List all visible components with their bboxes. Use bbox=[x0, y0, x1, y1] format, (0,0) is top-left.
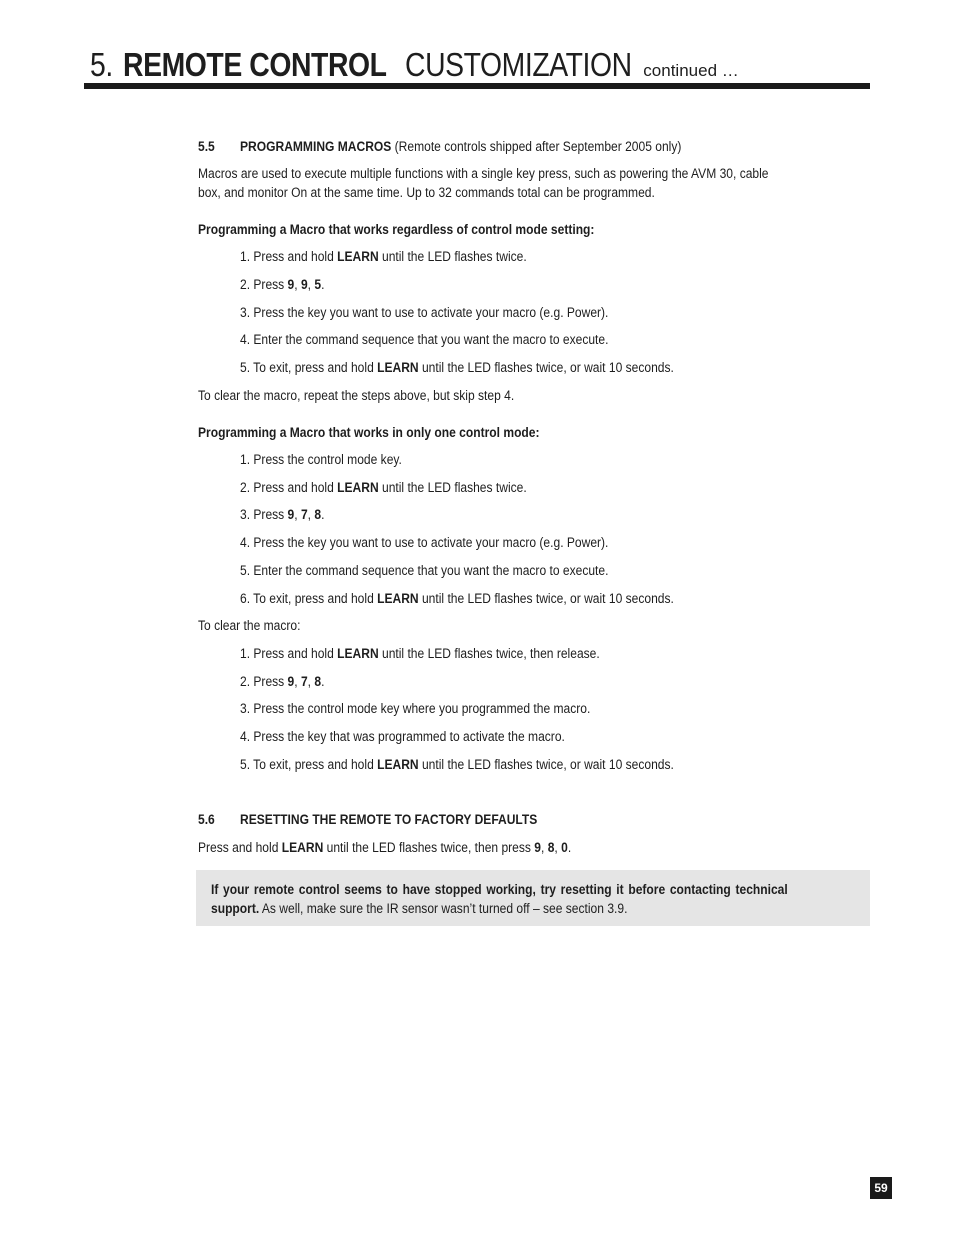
subheading-any-mode: Programming a Macro that works regardless of control mode setting: bbox=[198, 222, 595, 237]
list-item: 4. Press the key that was programmed to activate the macro. bbox=[240, 729, 565, 744]
list-item: 5. Enter the command sequence that you want the macro to execute. bbox=[240, 563, 609, 578]
subheading-one-mode: Programming a Macro that works in only one control mode: bbox=[198, 425, 540, 440]
page-header bbox=[84, 48, 870, 81]
chapter-title-light: CUSTOMIZATION bbox=[404, 46, 632, 83]
note-bold-text: If your remote control seems to have stopped working, try resetting it before contacting technical bbox=[211, 882, 788, 897]
reset-instruction: Press and hold LEARN until the LED flashes twice, then press 9, 8, 0. bbox=[198, 840, 572, 855]
intro-paragraph-line: box, and monitor On at the same time. Up to 32 commands total can be programmed. bbox=[198, 185, 655, 200]
section-title-note: (Remote controls shipped after September 2005 only) bbox=[394, 139, 682, 154]
note-box bbox=[196, 870, 870, 926]
intro-paragraph-line: Macros are used to execute multiple functions with a single key press, such as powering the AVM 30, cable bbox=[198, 166, 769, 181]
list-item: 5. To exit, press and hold LEARN until the LED flashes twice, or wait 10 seconds. bbox=[240, 757, 674, 772]
section-5-5-title-line bbox=[240, 138, 730, 156]
chapter-title-bold: REMOTE CONTROL bbox=[123, 46, 387, 83]
list-item: 3. Press 9, 7, 8. bbox=[240, 507, 325, 522]
list-item: 3. Press the key you want to use to activate your macro (e.g. Power). bbox=[240, 305, 609, 320]
clear-instruction: To clear the macro, repeat the steps above, but skip step 4. bbox=[198, 388, 515, 403]
list-item: 5. To exit, press and hold LEARN until the LED flashes twice, or wait 10 seconds. bbox=[240, 360, 674, 375]
section-title: RESETTING THE REMOTE TO FACTORY DEFAULTS bbox=[240, 812, 538, 827]
section-5-5-heading bbox=[198, 138, 217, 156]
list-item: 4. Press the key you want to use to activate your macro (e.g. Power). bbox=[240, 535, 609, 550]
chapter-number: 5. bbox=[90, 46, 113, 83]
section-number: 5.5 bbox=[198, 139, 215, 154]
section-5-6-heading bbox=[198, 811, 217, 829]
section-5-6-title-line bbox=[240, 811, 570, 829]
note-bold-text: support. bbox=[211, 901, 260, 916]
list-item: 2. Press and hold LEARN until the LED flashes twice. bbox=[240, 480, 527, 495]
chapter-title bbox=[84, 48, 870, 81]
list-item: 1. Press and hold LEARN until the LED flashes twice, then release. bbox=[240, 646, 600, 661]
page-number: 59 bbox=[870, 1177, 892, 1199]
list-item: 2. Press 9, 7, 8. bbox=[240, 674, 325, 689]
list-item: 2. Press 9, 9, 5. bbox=[240, 277, 325, 292]
list-item: 4. Enter the command sequence that you want the macro to execute. bbox=[240, 332, 609, 347]
list-item: 3. Press the control mode key where you programmed the macro. bbox=[240, 701, 591, 716]
section-number: 5.6 bbox=[198, 812, 215, 827]
clear-heading: To clear the macro: bbox=[198, 618, 301, 633]
list-item: 6. To exit, press and hold LEARN until the LED flashes twice, or wait 10 seconds. bbox=[240, 591, 674, 606]
list-item: 1. Press and hold LEARN until the LED flashes twice. bbox=[240, 249, 527, 264]
continued-label: continued … bbox=[643, 61, 739, 80]
section-title: PROGRAMMING MACROS bbox=[240, 139, 392, 154]
list-item: 1. Press the control mode key. bbox=[240, 452, 402, 467]
note-text: As well, make sure the IR sensor wasn’t turned off – see section 3.9. bbox=[259, 901, 628, 916]
header-rule bbox=[84, 83, 870, 89]
